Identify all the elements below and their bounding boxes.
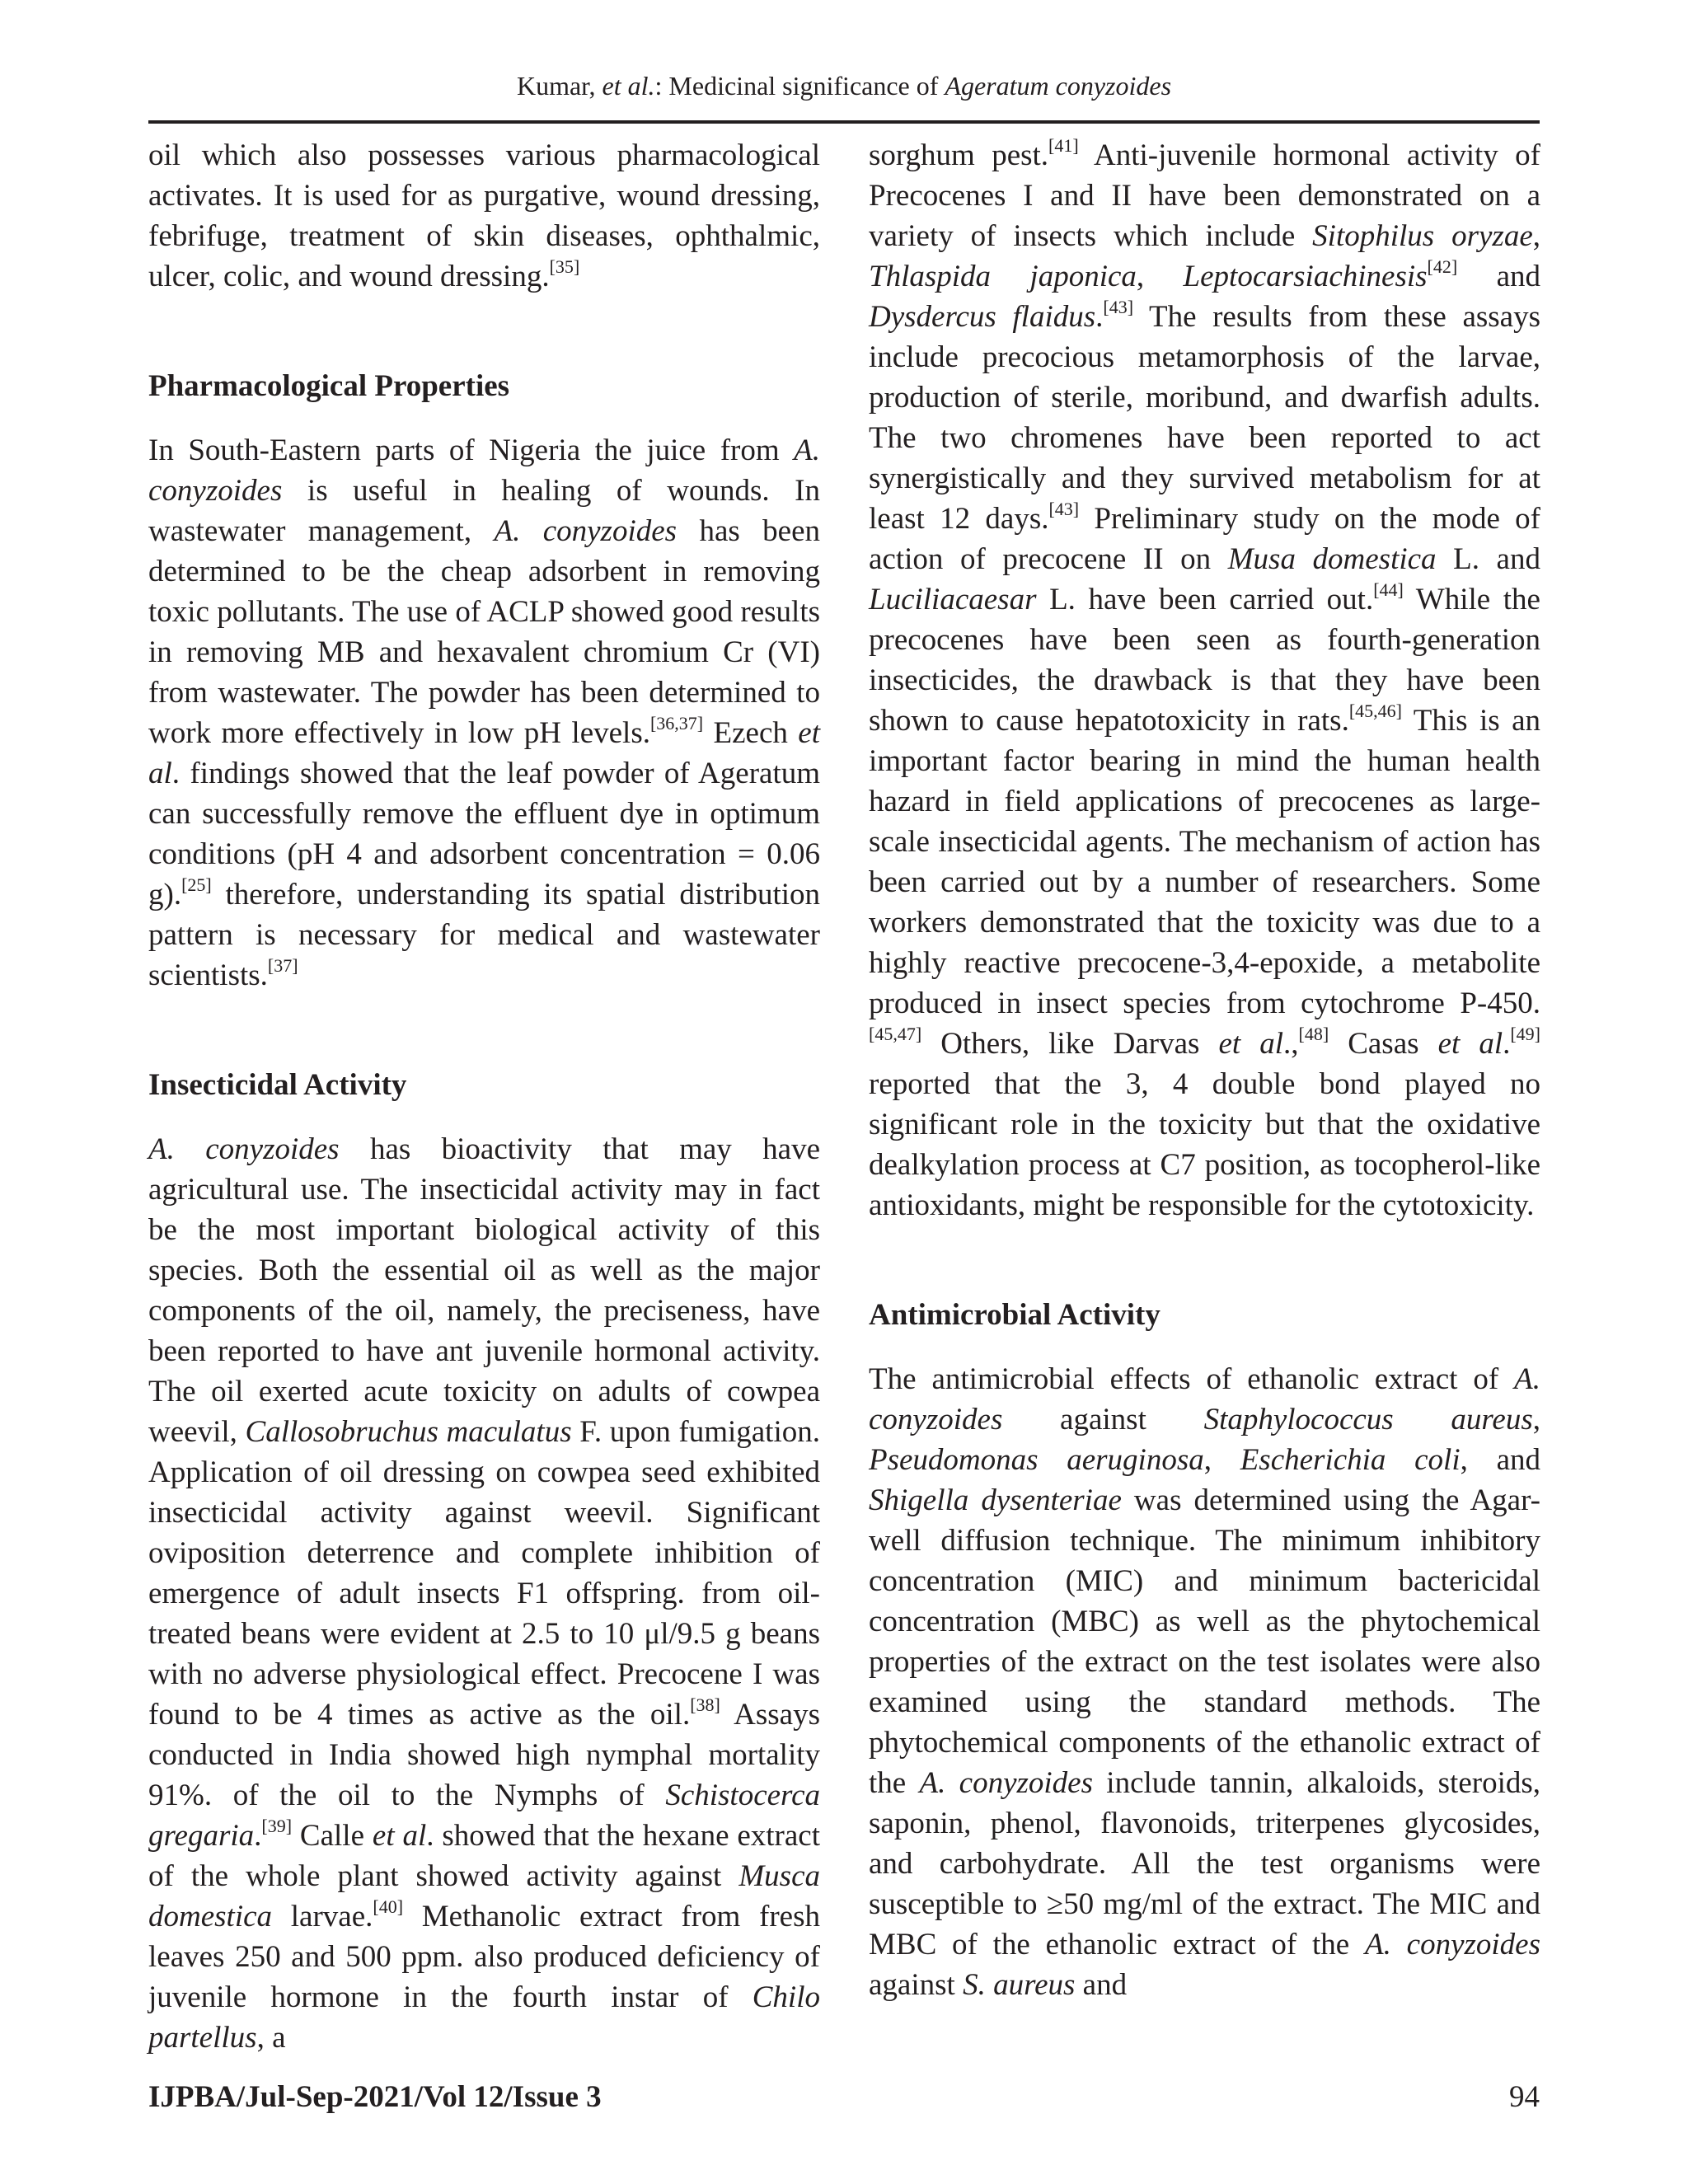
- citation: [40]: [373, 1896, 404, 1917]
- footer-journal-info: IJPBA/Jul-Sep-2021/Vol 12/Issue 3: [148, 2080, 602, 2114]
- paragraph-intro-continued: oil which also possesses various pharmacological activates. It is used for as purgative, wound dressing, febrifuge, treatment of skin diseases, ophthalmic, ulcer, colic, and wound dressing.[35]: [148, 138, 820, 293]
- citation: [39]: [261, 1815, 293, 1836]
- citation: [38]: [690, 1694, 720, 1715]
- citation: [49]: [1510, 1023, 1541, 1044]
- citation: [35]: [549, 255, 580, 277]
- page-number: 94: [1509, 2080, 1540, 2114]
- citation: [41]: [1048, 134, 1079, 156]
- citation: [48]: [1298, 1023, 1329, 1044]
- paragraph-pharmacological: In South-Eastern parts of Nigeria the juice from A. conyzoides is useful in healing of wounds. In wastewater management, A. conyzoides has been determined to be the cheap adsorbent in removing toxic pollutants. The use of ACLP showed good results in removing MB and hexavalent chromium Cr (VI) from wastewater. The powder has been determined to work more effectively in low pH levels.[36,37] Ezech et al. findings showed that the leaf powder of Ageratum can successfully remove the effluent dye in optimum conditions (pH 4 and adsorbent concentration = 0.06 g).[25] therefore, understanding its spatial distribution pattern is necessary for medical and wastewater scientists.[37]: [148, 434, 820, 992]
- header-rule: [148, 120, 1540, 124]
- right-column: [869, 135, 1540, 2005]
- paragraph-insecticidal-continued: sorghum pest.[41] Anti-juvenile hormonal activity of Precocenes I and II have been demonstrated on a variety of insects which include Sitophilus oryzae, Thlaspida japonica, Leptocarsiachinesis[42] and Dysdercus flaidus.[43] The results from these assays include precocious metamorphosis of the larvae, production of sterile, moribund, and dwarfish adults. The two chromenes have been reported to act synergistically and they survived metabolism for at least 12 days.[43] Preliminary study on the mode of action of precocene II on Musa domestica L. and Luciliacaesar L. have been carried out.[44] While the precocenes have been seen as fourth-generation insecticides, the drawback is that they have been shown to cause hepatotoxicity in rats.[45,46] This is an important factor bearing in mind the human health hazard in field applications of precocenes as large-scale insecticidal agents. The mechanism of action has been carried out by a number of researchers. Some workers demonstrated that the toxicity was due to a highly reactive precocene-3,4-epoxide, a metabolite produced in insect species from cytochrome P-450.[45,47] Others, like Darvas et al.,[48] Casas et al.[49] reported that the 3, 4 double bond played no significant role in the toxicity but that the oxidative dealkylation process at C7 position, as tocopherol-like antioxidants, might be responsible for the cytotoxicity.: [869, 134, 1541, 1222]
- citation: [42]: [1427, 255, 1458, 277]
- citation: [36,37]: [649, 712, 704, 733]
- citation: [43]: [1048, 498, 1080, 519]
- citation: [43]: [1103, 296, 1134, 317]
- section-heading-pharmacological: Pharmacological Properties: [148, 369, 510, 403]
- section-heading-insecticidal: Insecticidal Activity: [148, 1068, 407, 1102]
- citation: [25]: [181, 874, 212, 895]
- citation: [37]: [267, 954, 298, 976]
- section-heading-antimicrobial: Antimicrobial Activity: [869, 1298, 1160, 1332]
- header-etal: et al.: [602, 71, 655, 101]
- paragraph-antimicrobial: The antimicrobial effects of ethanolic extract of A. conyzoides against Staphylococcus aureus, Pseudomonas aeruginosa, Escherichia coli, and Shigella dysenteriae was determined using the Agar-well diffusion technique. The minimum inhibitory concentration (MIC) and minimum bactericidal concentration (MBC) as well as the phytochemical properties of the extract on the test isolates were also examined using the standard methods. The phytochemical components of the ethanolic extract of the A. conyzoides include tannin, alkaloids, steroids, saponin, phenol, flavonoids, triterpenes glycosides, and carbohydrate. All the test organisms were susceptible to ≥50 mg/ml of the extract. The MIC and MBC of the ethanolic extract of the A. conyzoides against S. aureus and: [869, 1362, 1541, 2002]
- header-separator: : Medicinal significance of: [654, 71, 945, 101]
- header-authors: Kumar,: [516, 71, 596, 101]
- citation: [44]: [1373, 579, 1404, 600]
- running-header: [148, 69, 1540, 102]
- citation: [45,46]: [1348, 700, 1402, 721]
- left-column: [148, 135, 820, 2058]
- paragraph-insecticidal: A. conyzoides has bioactivity that may have agricultural use. The insecticidal activity may in fact be the most important biological activity of this species. Both the essential oil as well as the major components of the oil, namely, the preciseness, have been reported to have ant juvenile hormonal activity. The oil exerted acute toxicity on adults of cowpea weevil, Callosobruchus maculatus F. upon fumigation. Application of oil dressing on cowpea seed exhibited insecticidal activity against weevil. Significant oviposition deterrence and complete inhibition of emergence of adult insects F1 offspring. from oil-treated beans were evident at 2.5 to 10 μl/9.5 g beans with no adverse physiological effect. Precocene I was found to be 4 times as active as the oil.[38] Assays conducted in India showed high nymphal mortality 91%. of the oil to the Nymphs of Schistocerca gregaria.[39] Calle et al. showed that the hexane extract of the whole plant showed activity against Musca domestica larvae.[40] Methanolic extract from fresh leaves 250 and 500 ppm. also produced deficiency of juvenile hormone in the fourth instar of Chilo partellus, a: [148, 1132, 821, 2055]
- citation: [45,47]: [869, 1023, 922, 1044]
- header-species: Ageratum conyzoides: [945, 71, 1172, 101]
